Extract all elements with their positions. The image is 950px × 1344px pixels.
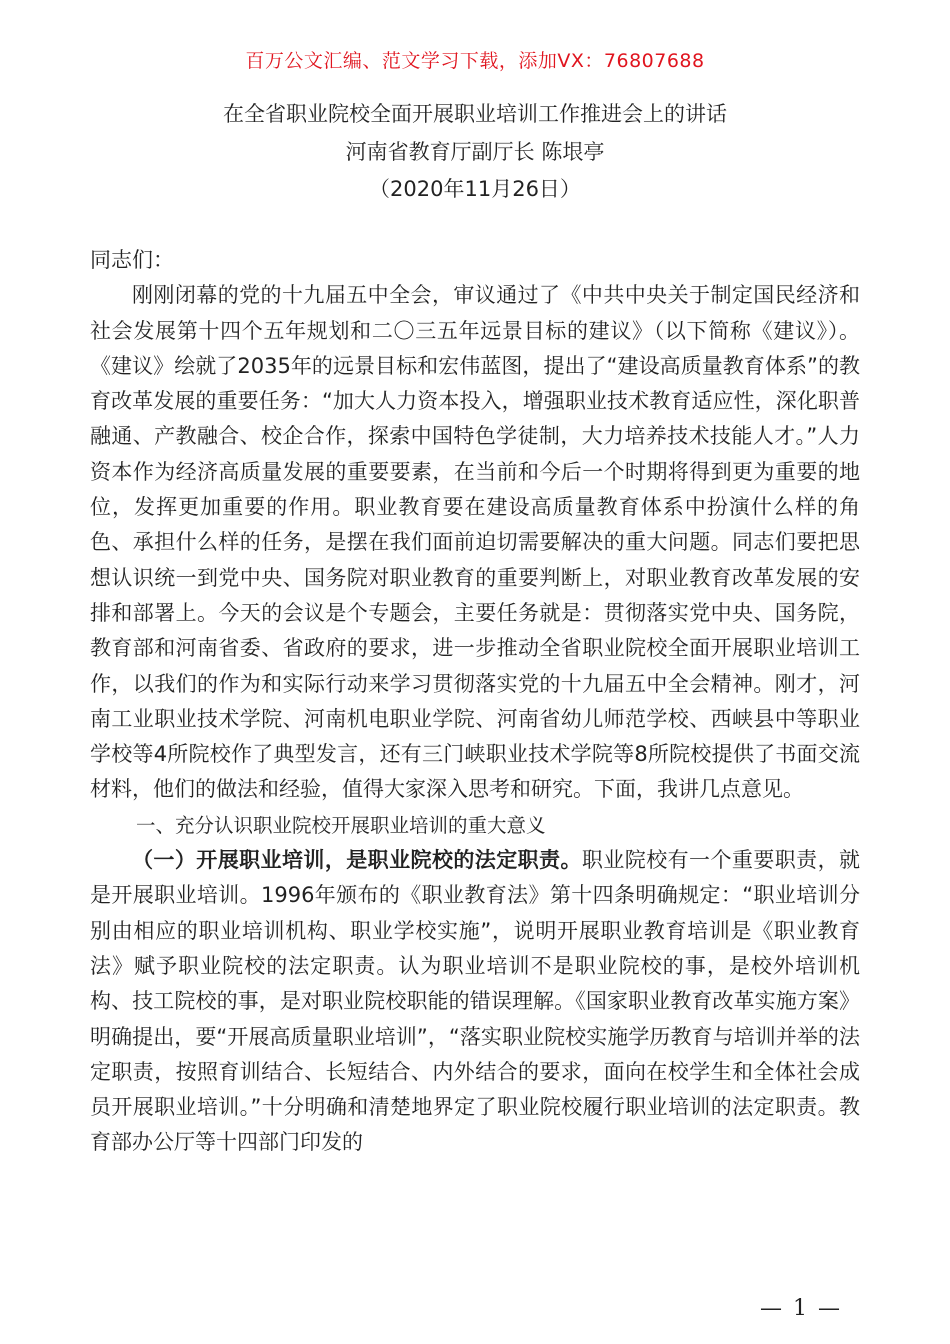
document-title: 在全省职业院校全面开展职业培训工作推进会上的讲话: [223, 102, 727, 126]
speech-date: （2020年11月26日）: [369, 177, 581, 201]
page-number: — 1 —: [760, 1296, 842, 1321]
subsection-lead: （一）开展职业培训，是职业院校的法定职责。: [132, 848, 582, 873]
subsection-text: 职业院校有一个重要职责，就是开展职业培训。1996年颁布的《职业教育法》第十四条明确规定：“职业培训分别由相应的职业培训机构、职业学校实施”，说明开展职业教育培训是《职业教育法》赋予职业院校的法定职责。认为职业培训不是职业院校的事，是校外培训机构、技工院校的事，是对职业院校职能的错误理解。《国家职业教育改革实施方案》明确提出，要“开展高质量职业培训”，“落实职业院校实施学历教育与培训并举的法定职责，按照育训结合、长短结合、内外结合的要求，面向在校学生和全体社会成员开展职业培训。”十分明确和清楚地界定了职业院校履行职业培训的法定职责。教育部办公厅等十四部门印发的: [90, 848, 861, 1155]
paragraph-subsection-1: [90, 843, 860, 1161]
salutation: 同志们：: [90, 248, 174, 272]
paragraph-intro: 刚刚闭幕的党的十九届五中全会，审议通过了《中共中央关于制定国民经济和社会发展第十四个五年规划和二〇三五年远景目标的建议》（以下简称《建议》）。《建议》绘就了2035年的远景目标和宏伟蓝图，提出了“建设高质量教育体系”的教育改革发展的重要任务：“加大人力资本投入，增强职业技术教育适应性，深化职普融通、产教融合、校企合作，探索中国特色学徒制，大力培养技术技能人才。”人力资本作为经济高质量发展的重要要素，在当前和今后一个时期将得到更为重要的地位，发挥更加重要的作用。职业教育要在建设高质量教育体系中扮演什么样的角色、承担什么样的任务，是摆在我们面前迫切需要解决的重大问题。同志们要把思想认识统一到党中央、国务院对职业教育的重要判断上，对职业教育改革发展的安排和部署上。今天的会议是个专题会，主要任务就是：贯彻落实党中央、国务院，教育部和河南省委、省政府的要求，进一步推动全省职业院校全面开展职业培训工作，以我们的作为和实际行动来学习贯彻落实党的十九届五中全会精神。刚才，河南工业职业技术学院、河南机电职业学院、河南省幼儿师范学校、西峡县中等职业学校等4所院校作了典型发言，还有三门峡职业技术学院等8所院校提供了书面交流材料，他们的做法和经验，值得大家深入思考和研究。下面，我讲几点意见。: [90, 283, 860, 802]
watermark-banner: 百万公文汇编、范文学习下载，添加VX：76807688: [245, 50, 705, 72]
section-heading-1: 一、充分认识职业院校开展职业培训的重大意义: [136, 813, 546, 837]
speaker-line: 河南省教育厅副厅长 陈垠亭: [345, 140, 605, 164]
document-body: [90, 243, 860, 1161]
